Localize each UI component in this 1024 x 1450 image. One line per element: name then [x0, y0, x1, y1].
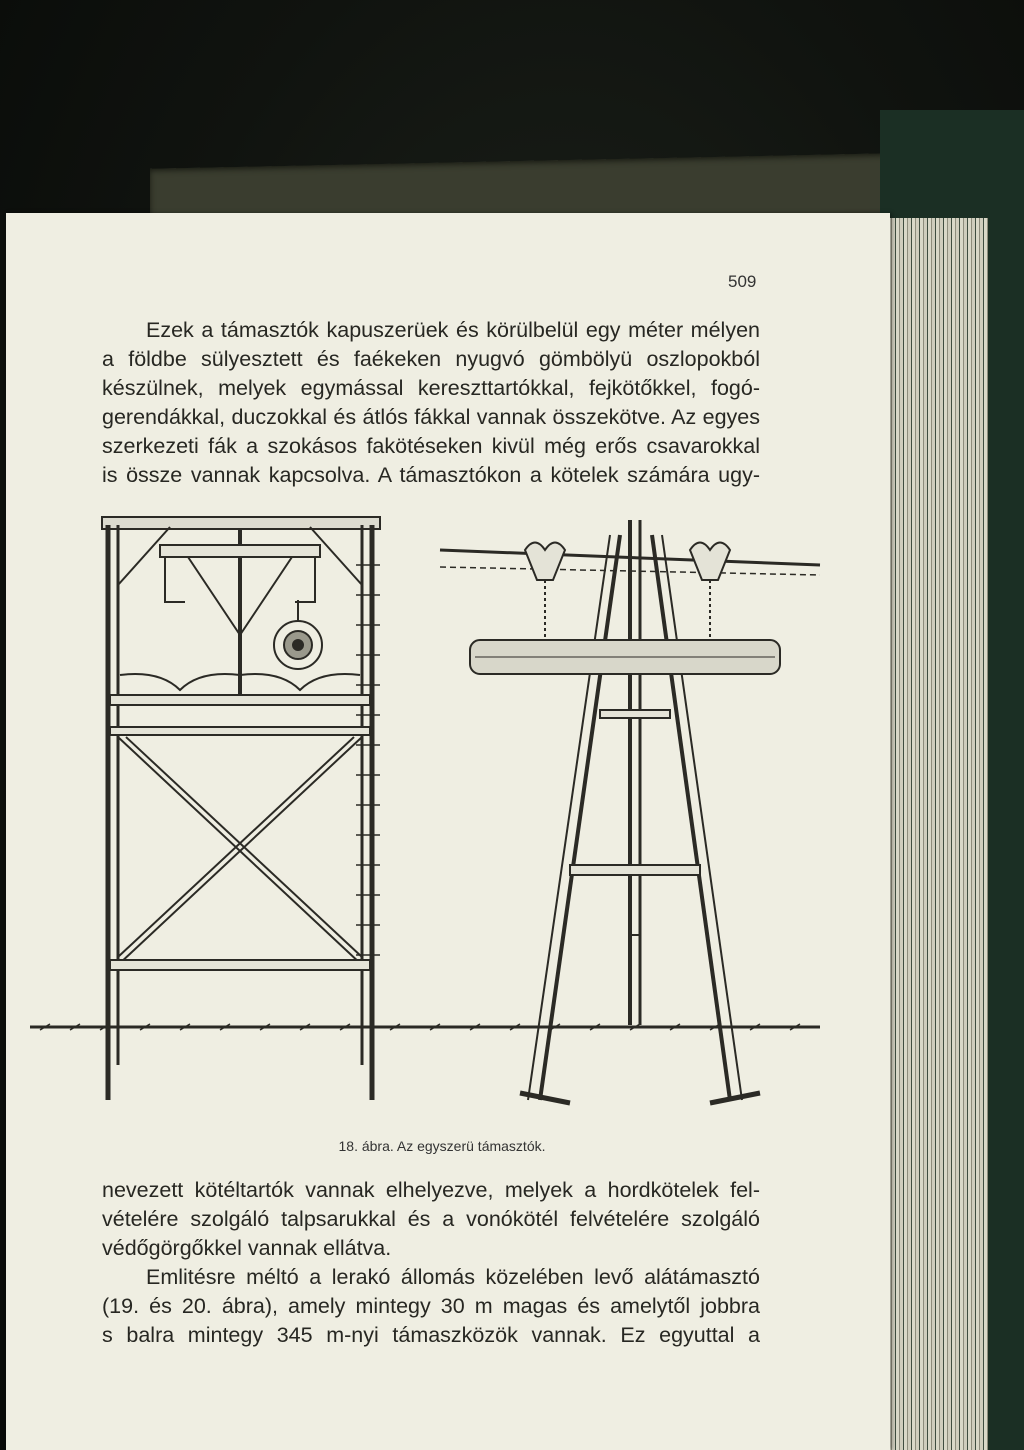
portal-frame-drawing	[102, 517, 380, 1100]
paragraph-1	[102, 316, 760, 490]
text-line: s balra mintegy 345 m-nyi támaszközök vannak. Ez egyuttal a	[102, 1323, 760, 1347]
figure-illustration	[30, 505, 830, 1125]
figure-caption	[0, 1138, 884, 1154]
a-frame-drawing	[440, 520, 820, 1103]
text-line: is össze vannak kapcsolva. A támasztókon a kötelek számára ugy-	[102, 463, 760, 487]
text-line: gerendákkal, duczokkal és átlós fákkal vannak összekötve. Az egyes	[102, 405, 760, 429]
paragraph-3	[102, 1263, 760, 1350]
text-line: Emlitésre méltó a lerakó állomás közelében levő alátámasztó	[146, 1265, 760, 1289]
caption-text: 18. ábra. Az egyszerü támasztók.	[338, 1138, 546, 1154]
text-line: a földbe sülyesztett és faékeken nyugvó gömbölyü oszlopokból	[102, 347, 760, 371]
ground-hatching	[30, 1024, 820, 1030]
text-line: (19. és 20. ábra), amely mintegy 30 m magas és amelytől jobbra	[102, 1294, 760, 1318]
text-line: Ezek a támasztók kapuszerüek és körülbelül egy méter mélyen	[146, 318, 760, 342]
page-stack-edge	[888, 218, 988, 1450]
text-line: vételére szolgáló talpsarukkal és a vonókötél felvételére szolgáló	[102, 1207, 760, 1231]
text-line: nevezett kötéltartók vannak elhelyezve, melyek a hordkötelek fel-	[102, 1178, 760, 1202]
paragraph-2	[102, 1176, 760, 1263]
text-line: védőgörgőkkel vannak ellátva.	[102, 1236, 392, 1260]
text-line: készülnek, melyek egymással kereszttartókkal, fejkötőkkel, fogó-	[102, 376, 760, 400]
page-number: 509	[728, 272, 757, 291]
text-line: szerkezeti fák a szokásos fakötéseken kivül még erős csavarokkal	[102, 434, 760, 458]
